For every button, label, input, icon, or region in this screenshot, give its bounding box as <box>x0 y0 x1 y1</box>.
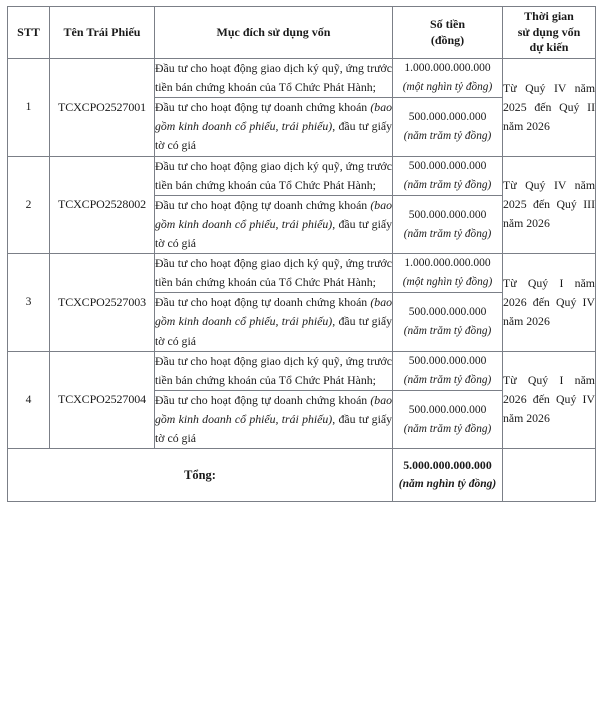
column-header-time <box>503 7 596 59</box>
purpose-cell <box>155 293 393 351</box>
total-amount-figure: 5.000.000.000.000 <box>403 457 492 472</box>
amount-cell <box>393 293 503 351</box>
row-index-cell: 1 <box>8 59 50 157</box>
purpose-text-italic: (bao gồm kinh doanh cổ phiếu, trái phiếu) <box>155 295 392 329</box>
amount-in-words: (một nghìn tỷ đồng) <box>402 81 493 94</box>
bond-code-cell: TCXCPO2527001 <box>50 59 155 157</box>
purpose-cell <box>155 390 393 448</box>
purpose-text-tail: , đầu tư giấy tờ có giá <box>155 411 392 446</box>
amount-figure: 1.000.000.000.000 <box>404 62 491 75</box>
purpose-cell <box>155 98 393 156</box>
table-row <box>8 254 596 293</box>
header-row <box>8 7 596 59</box>
amount-cell <box>393 195 503 253</box>
table-header <box>8 7 596 59</box>
total-label: Tổng: <box>8 449 393 502</box>
time-period-cell: Từ Quý I năm 2026 đến Quý IV năm 2026 <box>503 351 596 449</box>
bond-code-cell: TCXCPO2528002 <box>50 156 155 254</box>
time-period-cell: Từ Quý IV năm 2025 đến Quý II năm 2026 <box>503 59 596 157</box>
amount-figure: 500.000.000.000 <box>408 110 487 123</box>
column-header-purpose: Mục đích sử dụng vốn <box>155 7 393 59</box>
amount-cell <box>393 390 503 448</box>
column-header-amount <box>393 7 503 59</box>
purpose-text-italic: (bao gồm kinh doanh cổ phiếu, trái phiếu) <box>155 392 392 426</box>
time-period-cell: Từ Quý I năm 2026 đến Quý IV năm 2026 <box>503 254 596 352</box>
total-amount-cell <box>393 449 503 502</box>
row-index-cell: 3 <box>8 254 50 352</box>
column-header-time-line1: Thời gian <box>524 8 574 23</box>
amount-in-words: (một nghìn tỷ đồng) <box>402 276 493 289</box>
amount-figure: 500.000.000.000 <box>408 208 487 221</box>
amount-in-words: (năm trăm tỷ đồng) <box>403 227 492 240</box>
total-row <box>8 449 596 502</box>
purpose-text-tail: , đầu tư giấy tờ có giá <box>155 216 392 250</box>
amount-figure: 500.000.000.000 <box>408 306 487 319</box>
amount-cell <box>393 156 503 195</box>
time-period-cell: Từ Quý IV năm 2025 đến Quý III năm 2026 <box>503 156 596 254</box>
total-amount-in-words: (năm nghìn tỷ đồng) <box>398 478 497 491</box>
amount-in-words: (năm trăm tỷ đồng) <box>403 422 492 435</box>
table-row <box>8 351 596 390</box>
amount-in-words: (năm trăm tỷ đồng) <box>403 325 492 338</box>
amount-figure: 500.000.000.000 <box>408 403 487 416</box>
bond-use-of-proceeds-table <box>7 6 596 502</box>
total-time-cell-empty <box>503 449 596 502</box>
column-header-amount-line2: (đồng) <box>430 32 465 47</box>
amount-figure: 500.000.000.000 <box>408 159 487 172</box>
purpose-text-tail: , đầu tư giấy tờ có giá <box>155 119 392 153</box>
purpose-text-plain: Đầu tư cho hoạt động tự doanh chứng khoán <box>155 197 371 212</box>
amount-cell <box>393 59 503 98</box>
amount-in-words: (năm trăm tỷ đồng) <box>403 130 492 143</box>
column-header-amount-line1: Số tiền <box>429 16 465 31</box>
purpose-text-plain: Đầu tư cho hoạt động tự doanh chứng khoán <box>155 295 371 310</box>
column-header-time-line3: dự kiến <box>529 40 569 55</box>
purpose-cell: Đầu tư cho hoạt động giao dịch ký quỹ, ứng trước tiền bán chứng khoán của Tổ Chức Phát Hành; <box>155 59 393 98</box>
purpose-cell: Đầu tư cho hoạt động giao dịch ký quỹ, ứng trước tiền bán chứng khoán của Tổ Chức Phát Hành; <box>155 156 393 195</box>
purpose-text-italic: (bao gồm kinh doanh cổ phiếu, trái phiếu) <box>155 100 392 134</box>
purpose-cell: Đầu tư cho hoạt động giao dịch ký quỹ, ứng trước tiền bán chứng khoán của Tổ Chức Phát Hành; <box>155 351 393 390</box>
amount-figure: 500.000.000.000 <box>408 354 487 367</box>
purpose-text-tail: , đầu tư giấy tờ có giá <box>155 314 392 348</box>
column-header-time-line2: sử dụng vốn <box>517 24 581 39</box>
table-row <box>8 59 596 98</box>
row-index-cell: 2 <box>8 156 50 254</box>
bond-code-cell: TCXCPO2527003 <box>50 254 155 352</box>
amount-cell <box>393 98 503 156</box>
column-header-bond-name: Tên Trái Phiếu <box>50 7 155 59</box>
column-header-stt: STT <box>8 7 50 59</box>
table-row <box>8 156 596 195</box>
amount-cell <box>393 254 503 293</box>
amount-cell <box>393 351 503 390</box>
row-index-cell: 4 <box>8 351 50 449</box>
bond-code-cell: TCXCPO2527004 <box>50 351 155 449</box>
purpose-text-italic: (bao gồm kinh doanh cổ phiếu, trái phiếu) <box>155 197 392 231</box>
amount-in-words: (năm trăm tỷ đồng) <box>403 373 492 386</box>
purpose-cell <box>155 195 393 253</box>
table-body <box>8 59 596 502</box>
purpose-text-plain: Đầu tư cho hoạt động tự doanh chứng khoán <box>155 100 371 115</box>
amount-in-words: (năm trăm tỷ đồng) <box>403 178 492 191</box>
purpose-cell: Đầu tư cho hoạt động giao dịch ký quỹ, ứng trước tiền bán chứng khoán của Tổ Chức Phát Hành; <box>155 254 393 293</box>
purpose-text-plain: Đầu tư cho hoạt động tự doanh chứng khoán <box>155 392 371 407</box>
amount-figure: 1.000.000.000.000 <box>404 257 491 270</box>
